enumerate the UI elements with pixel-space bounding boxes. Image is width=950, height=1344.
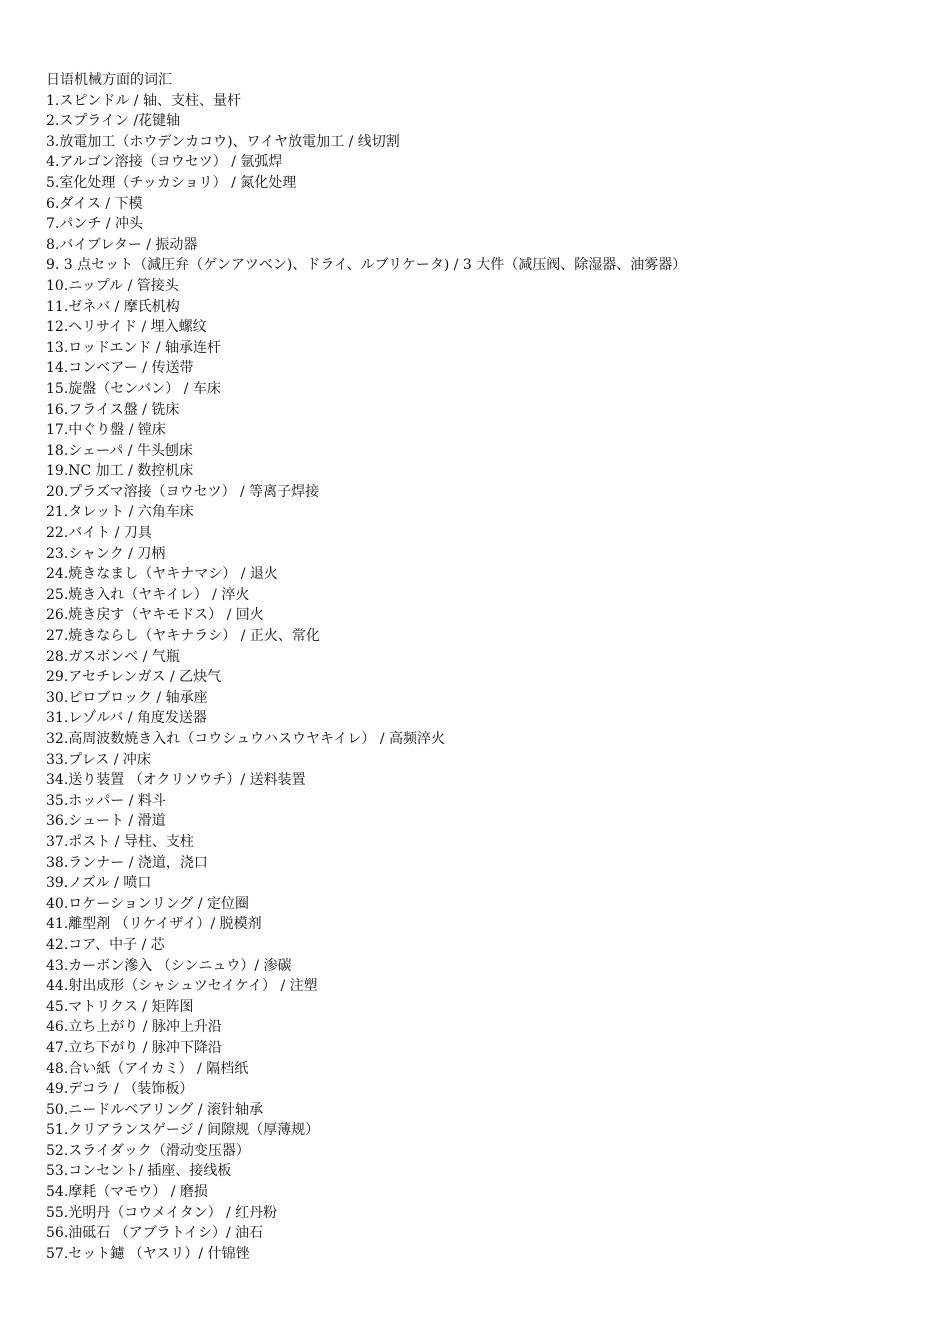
list-item: 35.ホッパー / 料斗 — [46, 792, 166, 809]
list-item: 32.高周波数焼き入れ（コウシュウハスウヤキイレ） / 高频淬火 — [46, 731, 446, 747]
list-item: 30.ピロブロック / 轴承座 — [46, 689, 208, 706]
list-item: 14.コンベアー / 传送带 — [46, 360, 194, 377]
list-item: 26.焼き戻す（ヤキモドス） / 回火 — [46, 607, 264, 624]
vocabulary-list — [46, 91, 926, 1265]
list-item: 19.NC 加工 / 数控机床 — [46, 463, 194, 480]
list-item: 40.ロケーションリング / 定位圈 — [46, 895, 250, 912]
list-item: 45.マトリクス / 矩阵图 — [46, 998, 194, 1015]
list-item: 3.放電加工（ホウデンカコウ)、ワイヤ放電加工 / 线切割 — [46, 133, 400, 150]
list-item: 52.スライダック（滑动变压器） — [46, 1142, 250, 1159]
list-item: 36.シュート / 滑道 — [46, 813, 166, 830]
list-item: 13.ロッドエンド / 轴承连杆 — [46, 339, 222, 356]
list-item: 29.アセチレンガス / 乙炔气 — [46, 669, 222, 686]
list-item: 42.コア、中子 / 芯 — [46, 936, 165, 953]
list-item: 56.油砥石 （アブラトイシ）/ 油石 — [46, 1225, 264, 1242]
list-item: 41.離型剤 （リケイザイ）/ 脱模剂 — [46, 916, 262, 933]
list-item: 50.ニードルベアリング / 滚针轴承 — [46, 1101, 264, 1118]
list-item: 9. 3 点セット（減圧弁（ゲンアツベン)、ドライ、ルブリケータ) / 3 大件（减压阀、除湿器、油雾器） — [46, 257, 687, 274]
list-item: 16.フライス盤 / 铣床 — [46, 401, 180, 418]
list-item: 51.クリアランスゲージ / 间隙规（厚薄规） — [46, 1122, 320, 1139]
list-item: 34.送り装置 （オクリソウチ）/ 送料装置 — [46, 772, 306, 789]
list-item: 7.パンチ / 冲头 — [46, 216, 143, 233]
list-item: 27.焼きならし（ヤキナラシ） / 正火、常化 — [46, 628, 320, 645]
list-item: 57.セット鑢 （ヤスリ）/ 什锦锉 — [46, 1245, 250, 1262]
list-item: 11.ゼネバ / 摩氏机构 — [46, 298, 180, 315]
list-item: 17.中ぐり盤 / 镗床 — [46, 422, 166, 439]
document-title: 日语机械方面的词汇 — [46, 72, 172, 88]
list-item: 6.ダイス / 下模 — [46, 195, 143, 212]
list-item: 8.バイブレター / 振动器 — [46, 236, 198, 253]
list-item: 53.コンセント/ 插座、接线板 — [46, 1163, 232, 1180]
list-item: 4.アルゴン溶接（ヨウセツ） / 氩弧焊 — [46, 154, 283, 171]
list-item: 12.ヘリサイド / 埋入螺纹 — [46, 319, 207, 336]
list-item: 49.デコラ / （装饰板） — [46, 1081, 194, 1098]
list-item: 18.シェーパ / 牛头刨床 — [46, 442, 193, 459]
list-item: 46.立ち上がり / 脉冲上升沿 — [46, 1019, 222, 1036]
list-item: 43.カーボン滲入 （シンニュウ）/ 渗碳 — [46, 957, 292, 974]
list-item: 22.バイト / 刀具 — [46, 525, 152, 542]
list-item: 44.射出成形（シャシュツセイケイ） / 注塑 — [46, 978, 318, 995]
list-item: 39.ノズル / 喷口 — [46, 875, 152, 892]
list-item: 47.立ち下がり / 脉冲下降沿 — [46, 1039, 222, 1056]
list-item: 20.プラズマ溶接（ヨウセツ） / 等离子焊接 — [46, 483, 320, 500]
list-item: 55.光明丹（コウメイタン） / 红丹粉 — [46, 1204, 278, 1221]
list-item: 21.タレット / 六角车床 — [46, 504, 194, 521]
list-item: 2.スプライン /花键轴 — [46, 113, 181, 130]
list-item: 1.スピンドル / 轴、支柱、量杆 — [46, 92, 241, 109]
document-page — [46, 70, 926, 1264]
list-item: 24.焼きなまし（ヤキナマシ） / 退火 — [46, 566, 278, 583]
list-item: 33.プレス / 冲床 — [46, 751, 151, 768]
list-item: 48.合い紙（アイカミ） / 隔档纸 — [46, 1060, 249, 1077]
list-item: 38.ランナー / 浇道，浇口 — [46, 854, 208, 871]
list-item: 5.室化处理（チッカショリ） / 氮化处理 — [46, 174, 297, 191]
list-item: 28.ガスボンベ / 气瓶 — [46, 648, 180, 665]
list-item: 54.摩耗（マモウ） / 磨损 — [46, 1184, 208, 1201]
list-item: 37.ポスト / 导柱、支柱 — [46, 833, 194, 850]
list-item: 23.シャンク / 刀柄 — [46, 545, 166, 562]
list-item: 31.レゾルバ / 角度发送器 — [46, 710, 207, 727]
list-item: 10.ニップル / 管接头 — [46, 277, 179, 294]
list-item: 15.旋盤（センバン） / 车床 — [46, 380, 221, 397]
list-item: 25.焼き入れ（ヤキイレ） / 淬火 — [46, 586, 250, 603]
